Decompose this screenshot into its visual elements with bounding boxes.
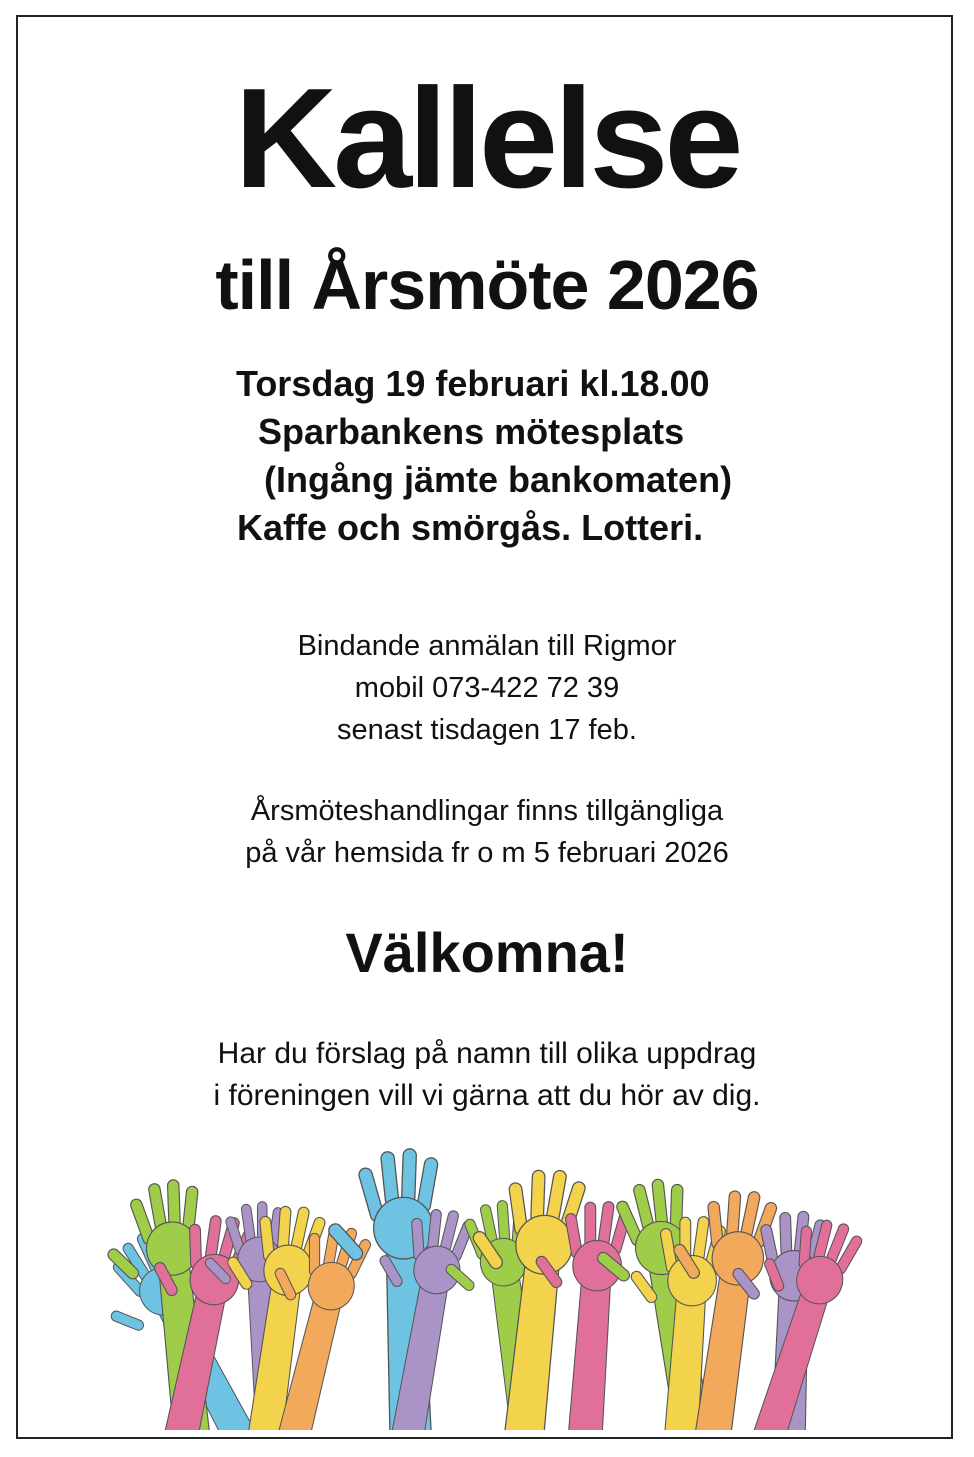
- poster-subtitle: till Årsmöte 2026: [215, 246, 759, 324]
- suggestion-line: i föreningen vill vi gärna att du hör av dig.: [213, 1079, 761, 1112]
- meeting-refreshments: Kaffe och smörgås. Lotteri.: [237, 507, 704, 548]
- finger-shape: [652, 1179, 668, 1227]
- meeting-place: Sparbankens mötesplats: [258, 411, 685, 452]
- registration-info: [0, 625, 974, 751]
- finger-shape: [497, 1200, 510, 1243]
- registration-line: Bindande anmälan till Rigmor: [297, 630, 677, 662]
- documents-line: på vår hemsida fr o m 5 februari 2026: [245, 837, 729, 869]
- poster-title: Kallelse: [234, 59, 740, 218]
- arm-shape: [562, 1272, 614, 1430]
- welcome-heading: Välkomna!: [345, 921, 629, 984]
- documents-line: Årsmöteshandlingar finns tillgängliga: [250, 795, 724, 827]
- meeting-date: Torsdag 19 februari kl.18.00: [236, 363, 710, 404]
- suggestion-text: [0, 1033, 974, 1117]
- suggestion-line: Har du förslag på namn till olika uppdrag: [217, 1037, 757, 1070]
- registration-deadline: senast tisdagen 17 feb.: [337, 714, 637, 746]
- finger-shape: [401, 1149, 416, 1204]
- raised-hands-illustration: [96, 1140, 876, 1430]
- documents-info: [0, 790, 974, 874]
- registration-phone: mobil 073-422 72 39: [354, 672, 620, 704]
- thumb-shape: [110, 1310, 145, 1332]
- meeting-entrance: (Ingång jämte bankomaten): [264, 459, 733, 500]
- finger-shape: [167, 1180, 180, 1228]
